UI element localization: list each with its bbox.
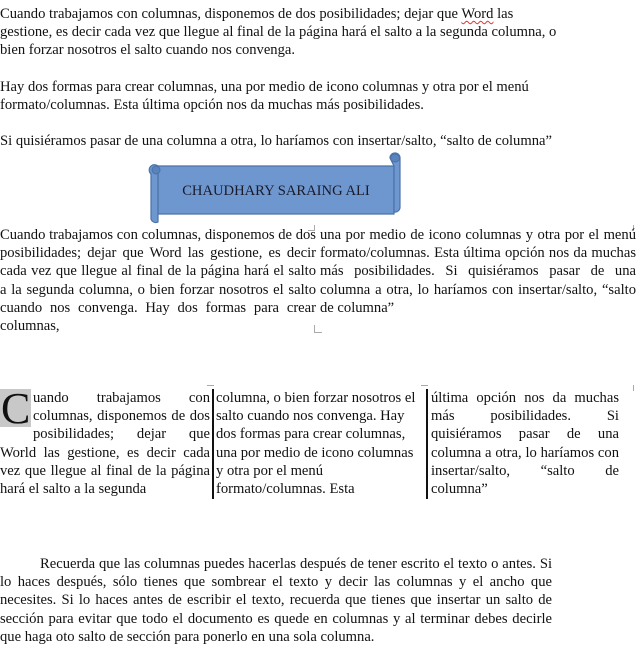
closing-paragraph: Recuerda que las columnas puedes hacerlas después de tener escrito el texto o antes. Si lo haces después, sólo tienes que sombrear el texto y decir las columnas y el ancho que necesites. Si lo haces antes de escribir el texto, recuerda que tienes que insertar un salto de sección para evitar que todo el documento es quede en columnas y al terminar debes decirle que haga oto salto de sección para ponerlo en una sola columna. bbox=[0, 556, 552, 645]
intro-paragraph-3: Si quisiéramos pasar de una columna a otra, lo haríamos con insertar/salto, “salto de columna” bbox=[0, 133, 552, 150]
intro-p1-start: Cuando trabajamos con columnas, disponemos de dos posibilidades; dejar que bbox=[0, 6, 462, 22]
intro-block bbox=[0, 5, 566, 150]
two-col-column-1: Cuando trabajamos con columnas, disponemos de dos posibilidades; dejar que Word las gestione, es decir cada vez que llegue al final de la página hará el salto a la segunda columna, o bien forzar nosotros el salto cuando nos convenga. Hay dos formas para crear columnas, bbox=[0, 227, 316, 335]
three-col-column-1 bbox=[0, 384, 210, 498]
banner-shape[interactable] bbox=[148, 152, 404, 228]
three-col-column-3: última opción nos da muchas más posibilidades. Si quisiéramos pasar de una columna a otra, lo haríamos con insertar/salto, “salto de columna” bbox=[431, 390, 619, 498]
banner-text: CHAUDHARY SARAING ALI bbox=[182, 183, 370, 199]
column-boundary-marker bbox=[421, 385, 428, 386]
column-boundary-marker bbox=[633, 385, 634, 391]
spelling-flagged-word[interactable]: Word bbox=[461, 6, 494, 22]
column-separator-line bbox=[426, 389, 428, 499]
three-col-column-2: columna, o bien forzar nosotros el salto cuando nos convenga. Hay dos formas para crear columnas, una por medio de icono columnas y otra por el menú formato/columnas. Esta bbox=[216, 390, 416, 498]
two-col-column-2: una por medio de icono columnas y otra por el menú formato/columnas. Esta última opción nos da muchas más posibilidades. Si quisiéramos pasar de una columna a otra, lo haríamos con insertar/salto, “salto de columna” bbox=[320, 227, 636, 316]
drop-cap: C bbox=[1, 384, 31, 433]
intro-p1-end: las gestione, es decir cada vez que llegue al final de la página hará el salto a la segunda columna, o bien forzar nosotros el salto cuando nos convenga. bbox=[0, 6, 557, 59]
intro-paragraph-1 bbox=[0, 5, 566, 60]
three-col-column-1-text: uando trabajamos con columnas, disponemos de dos posibilidades; dejar que World las gestione, es decir cada vez que llegue al final de la página hará el salto a la segunda bbox=[0, 390, 210, 498]
column-separator-line bbox=[212, 389, 214, 499]
intro-paragraph-2: Hay dos formas para crear columnas, una por medio de icono columnas y otra por el menú formato/columnas. Esta última opción nos da muchas más posibilidades. bbox=[0, 78, 529, 113]
column-boundary-marker bbox=[207, 385, 214, 386]
